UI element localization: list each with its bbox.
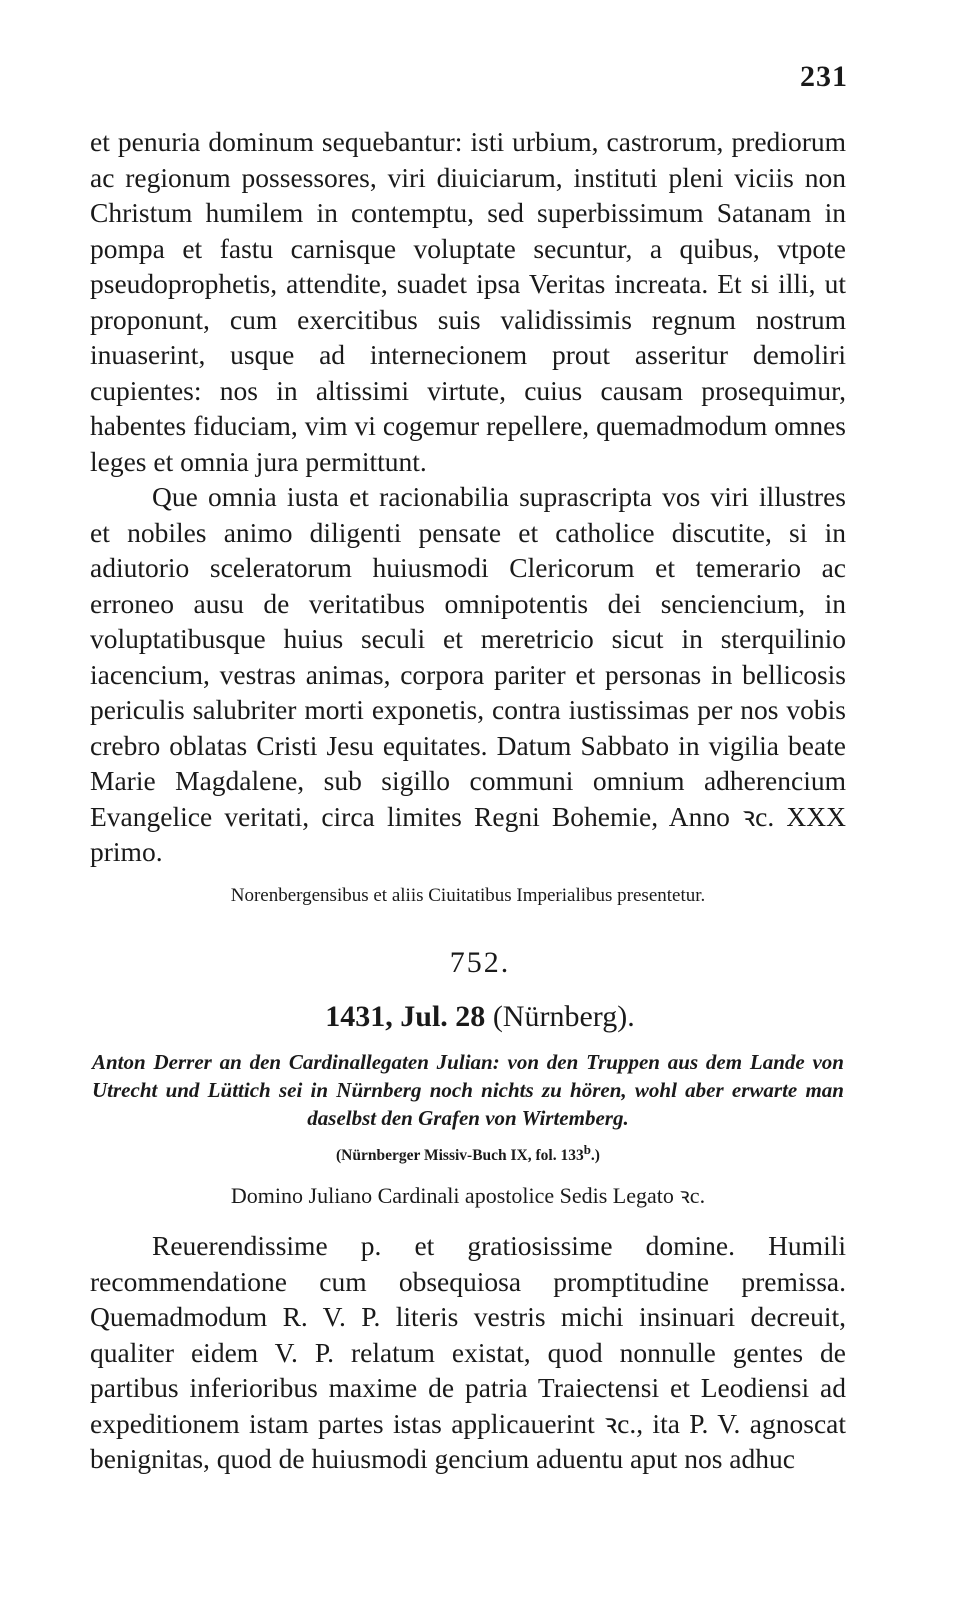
source-text: (Nürnberger Missiv-Buch IX, fol. 133	[336, 1147, 584, 1165]
paragraph-2: Que omnia iusta et racionabilia suprascripta vos viri illustres et nobiles animo diligenti pensate et catholice discutite, si in adiutorio sceleratorum huiusmodi Clericorum et temerario ac erroneo ausu de veritatibus omnipotentis dei senciencium, in voluptatibusque huius seculi et meretricio sicut in sterquilinio iacencium, vestras animas, corpora pariter et personas in bellicosis periculis salubriter morti exponetis, contra iustissimas per nos vobis crebro oblatas Cristi Jesu equitates. Datum Sabbato in vigilia beate Marie Magdalene, sub sigillo communi omnium adherencium Evangelice veritati, circa limites Regni Bohemie, Anno ꝛc. XXX primo.	[90, 481, 846, 867]
addressee: Domino Juliano Cardinali apostolice Sedis Legato ꝛc.	[230, 1183, 706, 1209]
source-superscript: b	[583, 1142, 591, 1157]
paragraph-3: Reuerendissime p. et gratiosissime domine. Humili recommendatione cum obsequiosa promptitudine premissa. Quemadmodum R. V. P. literis vestris michi insinuari decreuit, qualiter eidem V. P. relatum existat, quod nonnulle gentes de partibus inferioribus maxime de patria Traiectensi et Leodiensi ad expeditionem istam partes istas applicauerint ꝛc., ita P. V. agnoscat benignitas, quod de huiusmodi gencium aduentu aput nos adhuc	[90, 1230, 846, 1474]
header-block	[92, 1048, 844, 1210]
paragraph-1: et penuria dominum sequebantur: isti urbium, castrorum, prediorum ac regionum possessores, viri diuiciarum, instituti pleni viciis non Christum humilem in contemptu, sed superbissimum Satanam in pompa et fastu carnisque voluptate secuntur, a quibus, vtpote pseudoprophetis, attendite, suadet ipsa Veritas increata. Et si illi, ut proponunt, cum exercitibus suis validissimis regnum nostrum inuaserint, usque ad internecionem prout asseritur demoliri cupientes: nos in altissimi virtute, cuius causam prosequimur, habentes fiduciam, vim vi cogemur repellere, quemadmodum omnes leges et omnia jura permittunt.	[90, 126, 846, 477]
document-number: 752.	[449, 946, 511, 979]
page-number: 231	[800, 60, 848, 93]
source-citation	[92, 1140, 844, 1166]
text-block-1	[90, 124, 846, 908]
document-summary: Anton Derrer an den Cardinallegaten Julian: von den Truppen aus dem Lande von Utrecht und Lüttich sei in Nürnberg noch nichts zu hören, wohl aber erwarte man daselbst den Grafen von Wirtemberg.	[92, 1050, 844, 1130]
source-end: .)	[590, 1147, 600, 1165]
address-line: Norenbergensibus et aliis Ciuitatibus Imperialibus presentetur.	[230, 884, 706, 906]
date-place: (Nürnberg).	[492, 1000, 635, 1033]
date: 1431, Jul. 28	[325, 1000, 486, 1033]
date-line	[0, 1000, 960, 1034]
text-block-2	[90, 1228, 846, 1477]
